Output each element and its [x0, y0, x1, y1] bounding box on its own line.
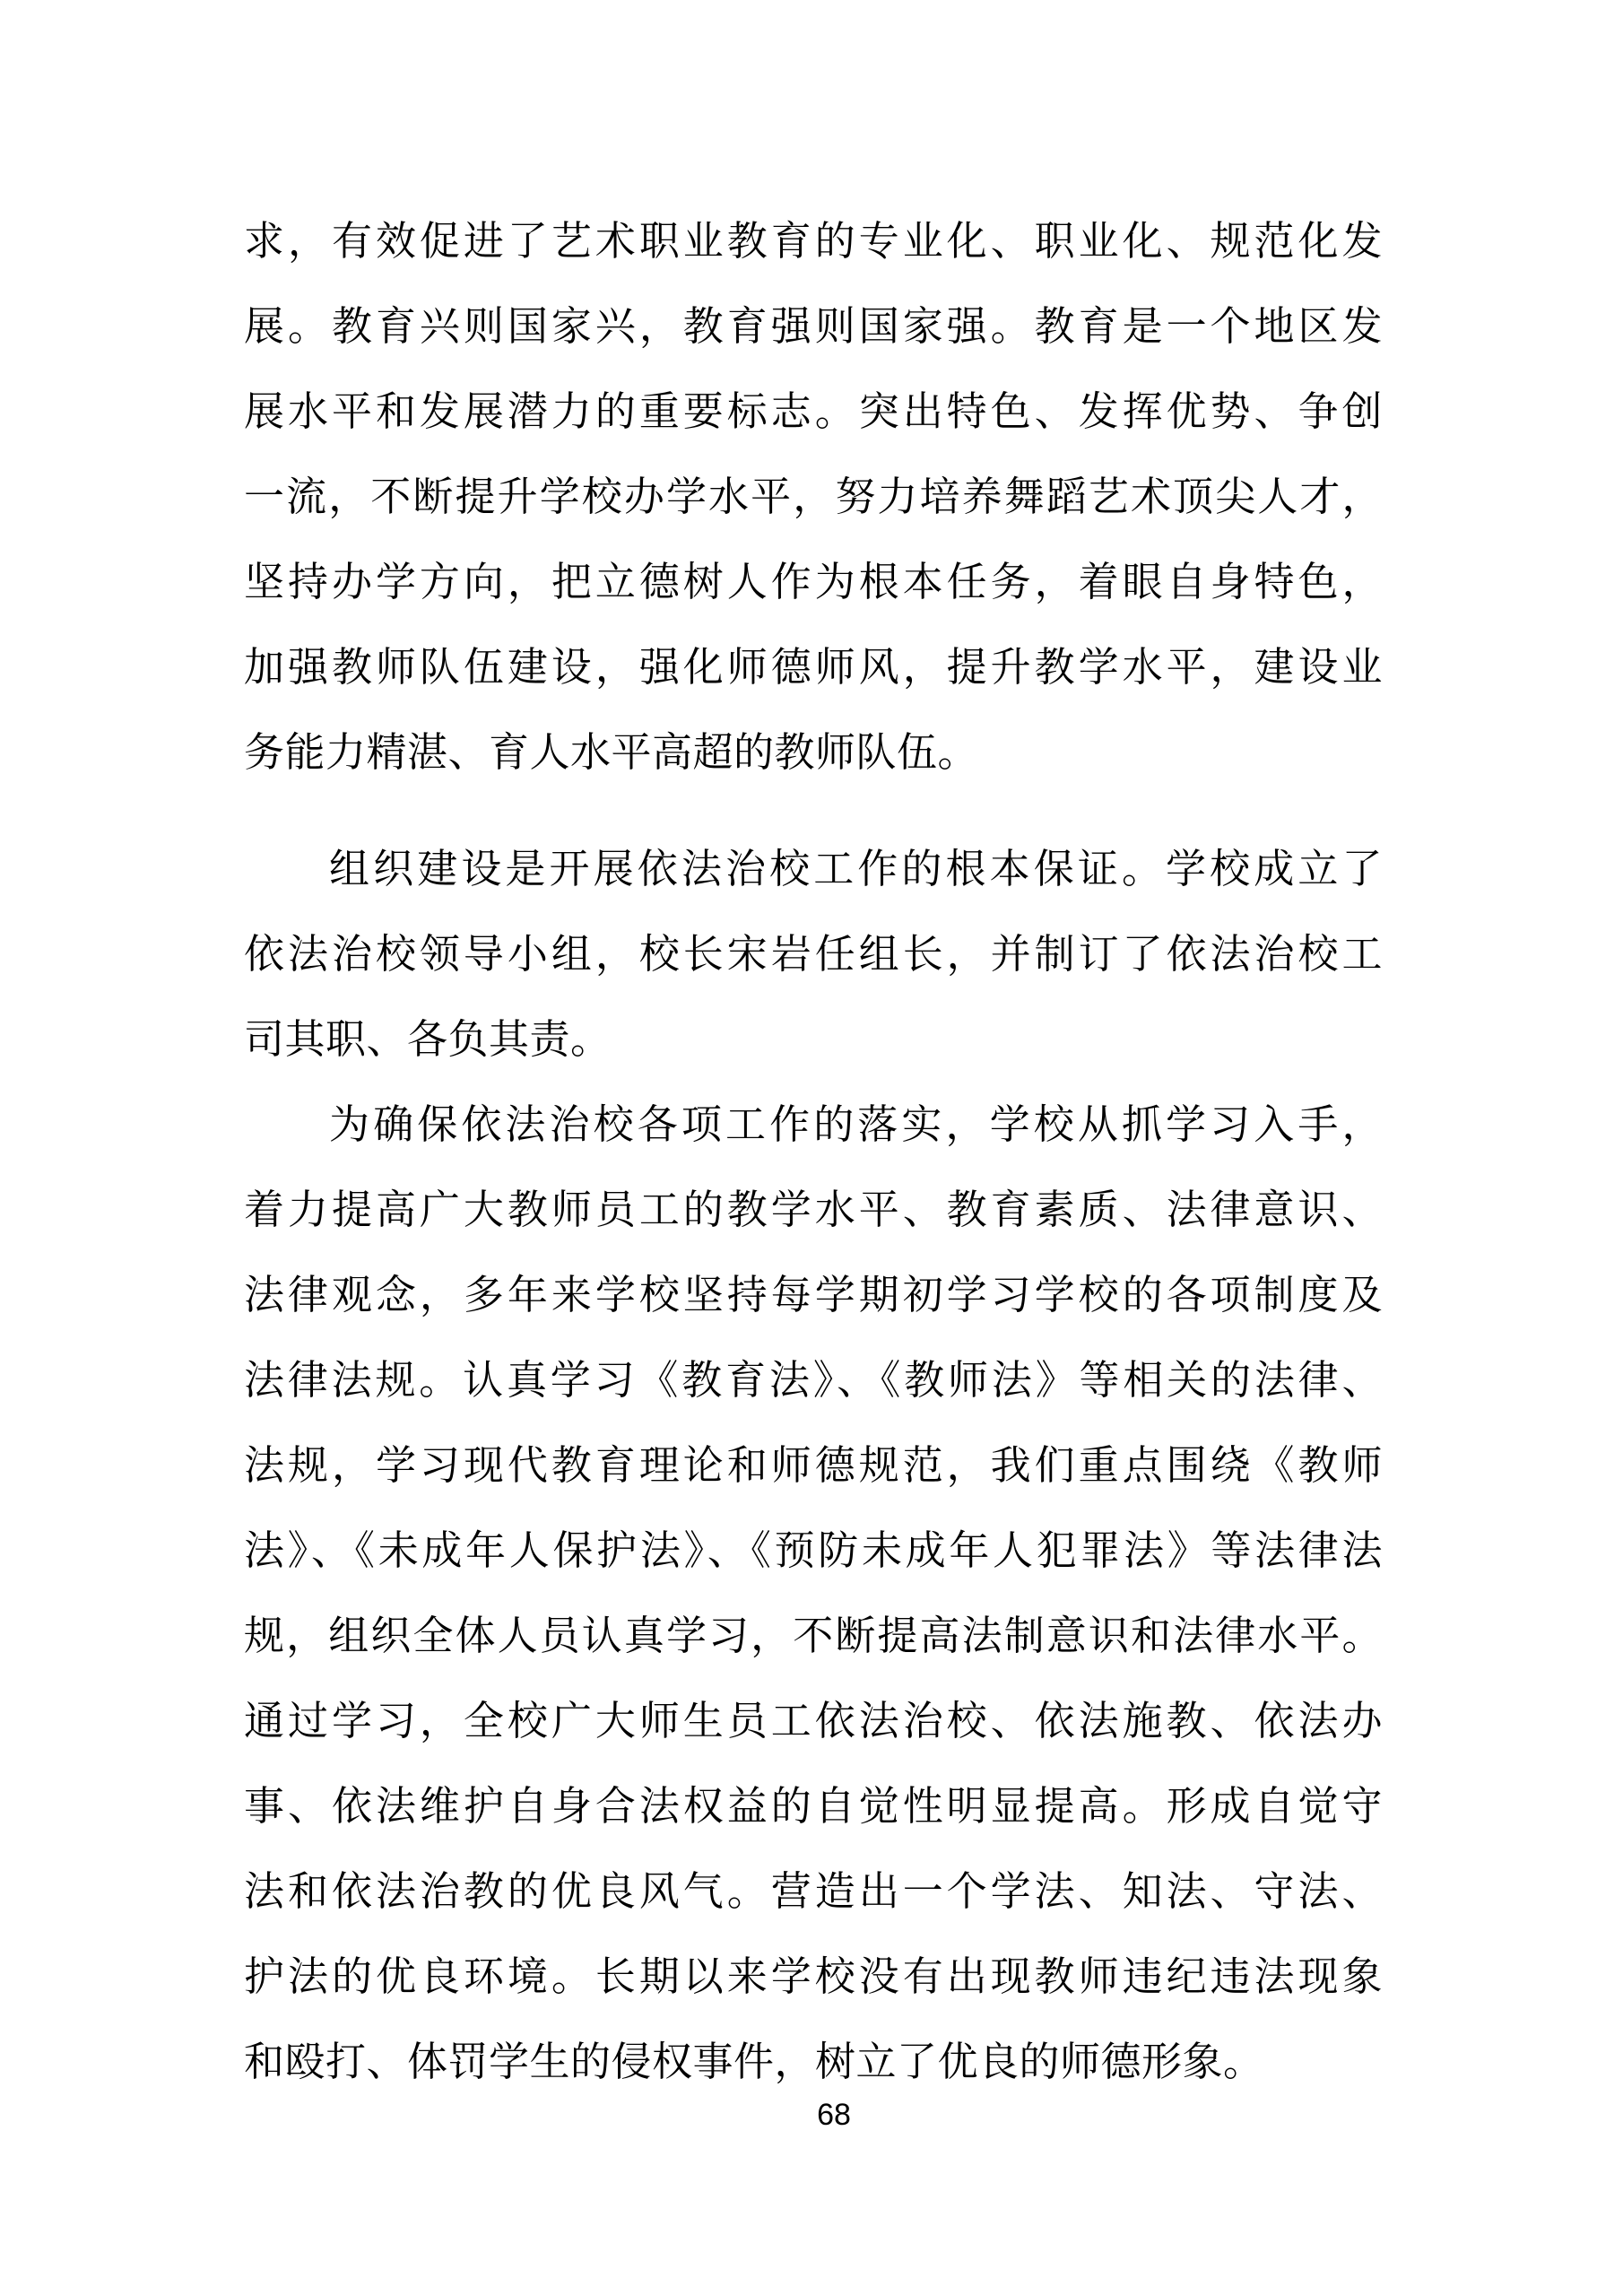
text-line: 法规，学习现代教育理论和师德规范，我们重点围绕《教师 [244, 1443, 1383, 1488]
text-line: 规，组织全体人员认真学习，不断提高法制意识和法律水平。 [244, 1613, 1383, 1658]
text-line: 法和依法治教的优良风气。营造出一个学法、知法、守法、 [244, 1869, 1383, 1914]
text-line: 一流，不断提升学校办学水平，努力培养舞蹈艺术顶尖人才， [244, 474, 1383, 519]
text-line: 务能力精湛、育人水平高超的教师队伍。 [244, 730, 979, 775]
text-line: 展。教育兴则国家兴，教育强则国家强。教育是一个地区发 [244, 304, 1383, 349]
text-line: 坚持办学方向，把立德树人作为根本任务，着眼自身特色， [244, 560, 1383, 604]
paragraph-2 [244, 827, 1383, 1083]
text-content [244, 199, 1383, 2105]
paragraph-1 [244, 199, 1383, 796]
text-line: 加强教师队伍建设，强化师德师风，提升教学水平，建设业 [244, 645, 1383, 690]
text-line: 依法治校领导小组，校长宋岩任组长，并制订了依法治校工 [244, 932, 1383, 977]
text-line: 展水平和发展潜力的重要标志。突出特色、发挥优势、争创 [244, 389, 1383, 434]
text-line: 着力提高广大教师员工的教学水平、教育素质、法律意识、 [244, 1187, 1383, 1232]
text-line: 和殴打、体罚学生的侵权事件，树立了优良的师德形象。 [244, 2039, 1264, 2084]
text-line: 法律法规。认真学习《教育法》、《教师法》等相关的法律、 [244, 1358, 1383, 1403]
text-line: 法律观念，多年来学校坚持每学期初学习学校的各项制度及 [244, 1273, 1383, 1318]
paragraph-3 [244, 1083, 1383, 2105]
text-line: 为确保依法治校各项工作的落实，学校从抓学习入手， [329, 1102, 1383, 1147]
text-line: 司其职、各负其责。 [244, 1017, 612, 1062]
text-line: 通过学习，全校广大师生员工依法治校、依法施教、依法办 [244, 1699, 1383, 1744]
text-line: 法》、《未成年人保护法》、《预防未成年人犯罪法》等法律法 [244, 1528, 1383, 1573]
text-line: 事、依法维护自身合法权益的自觉性明显提高。形成自觉守 [244, 1784, 1383, 1829]
text-line: 护法的优良环境。长期以来学校没有出现教师违纪违法现象 [244, 1954, 1383, 1999]
page-number: 68 [817, 2098, 851, 2132]
text-line: 求，有效促进了艺术职业教育的专业化、职业化、规范化发 [244, 219, 1383, 264]
text-line: 组织建设是开展依法治校工作的根本保证。学校成立了 [329, 847, 1383, 891]
